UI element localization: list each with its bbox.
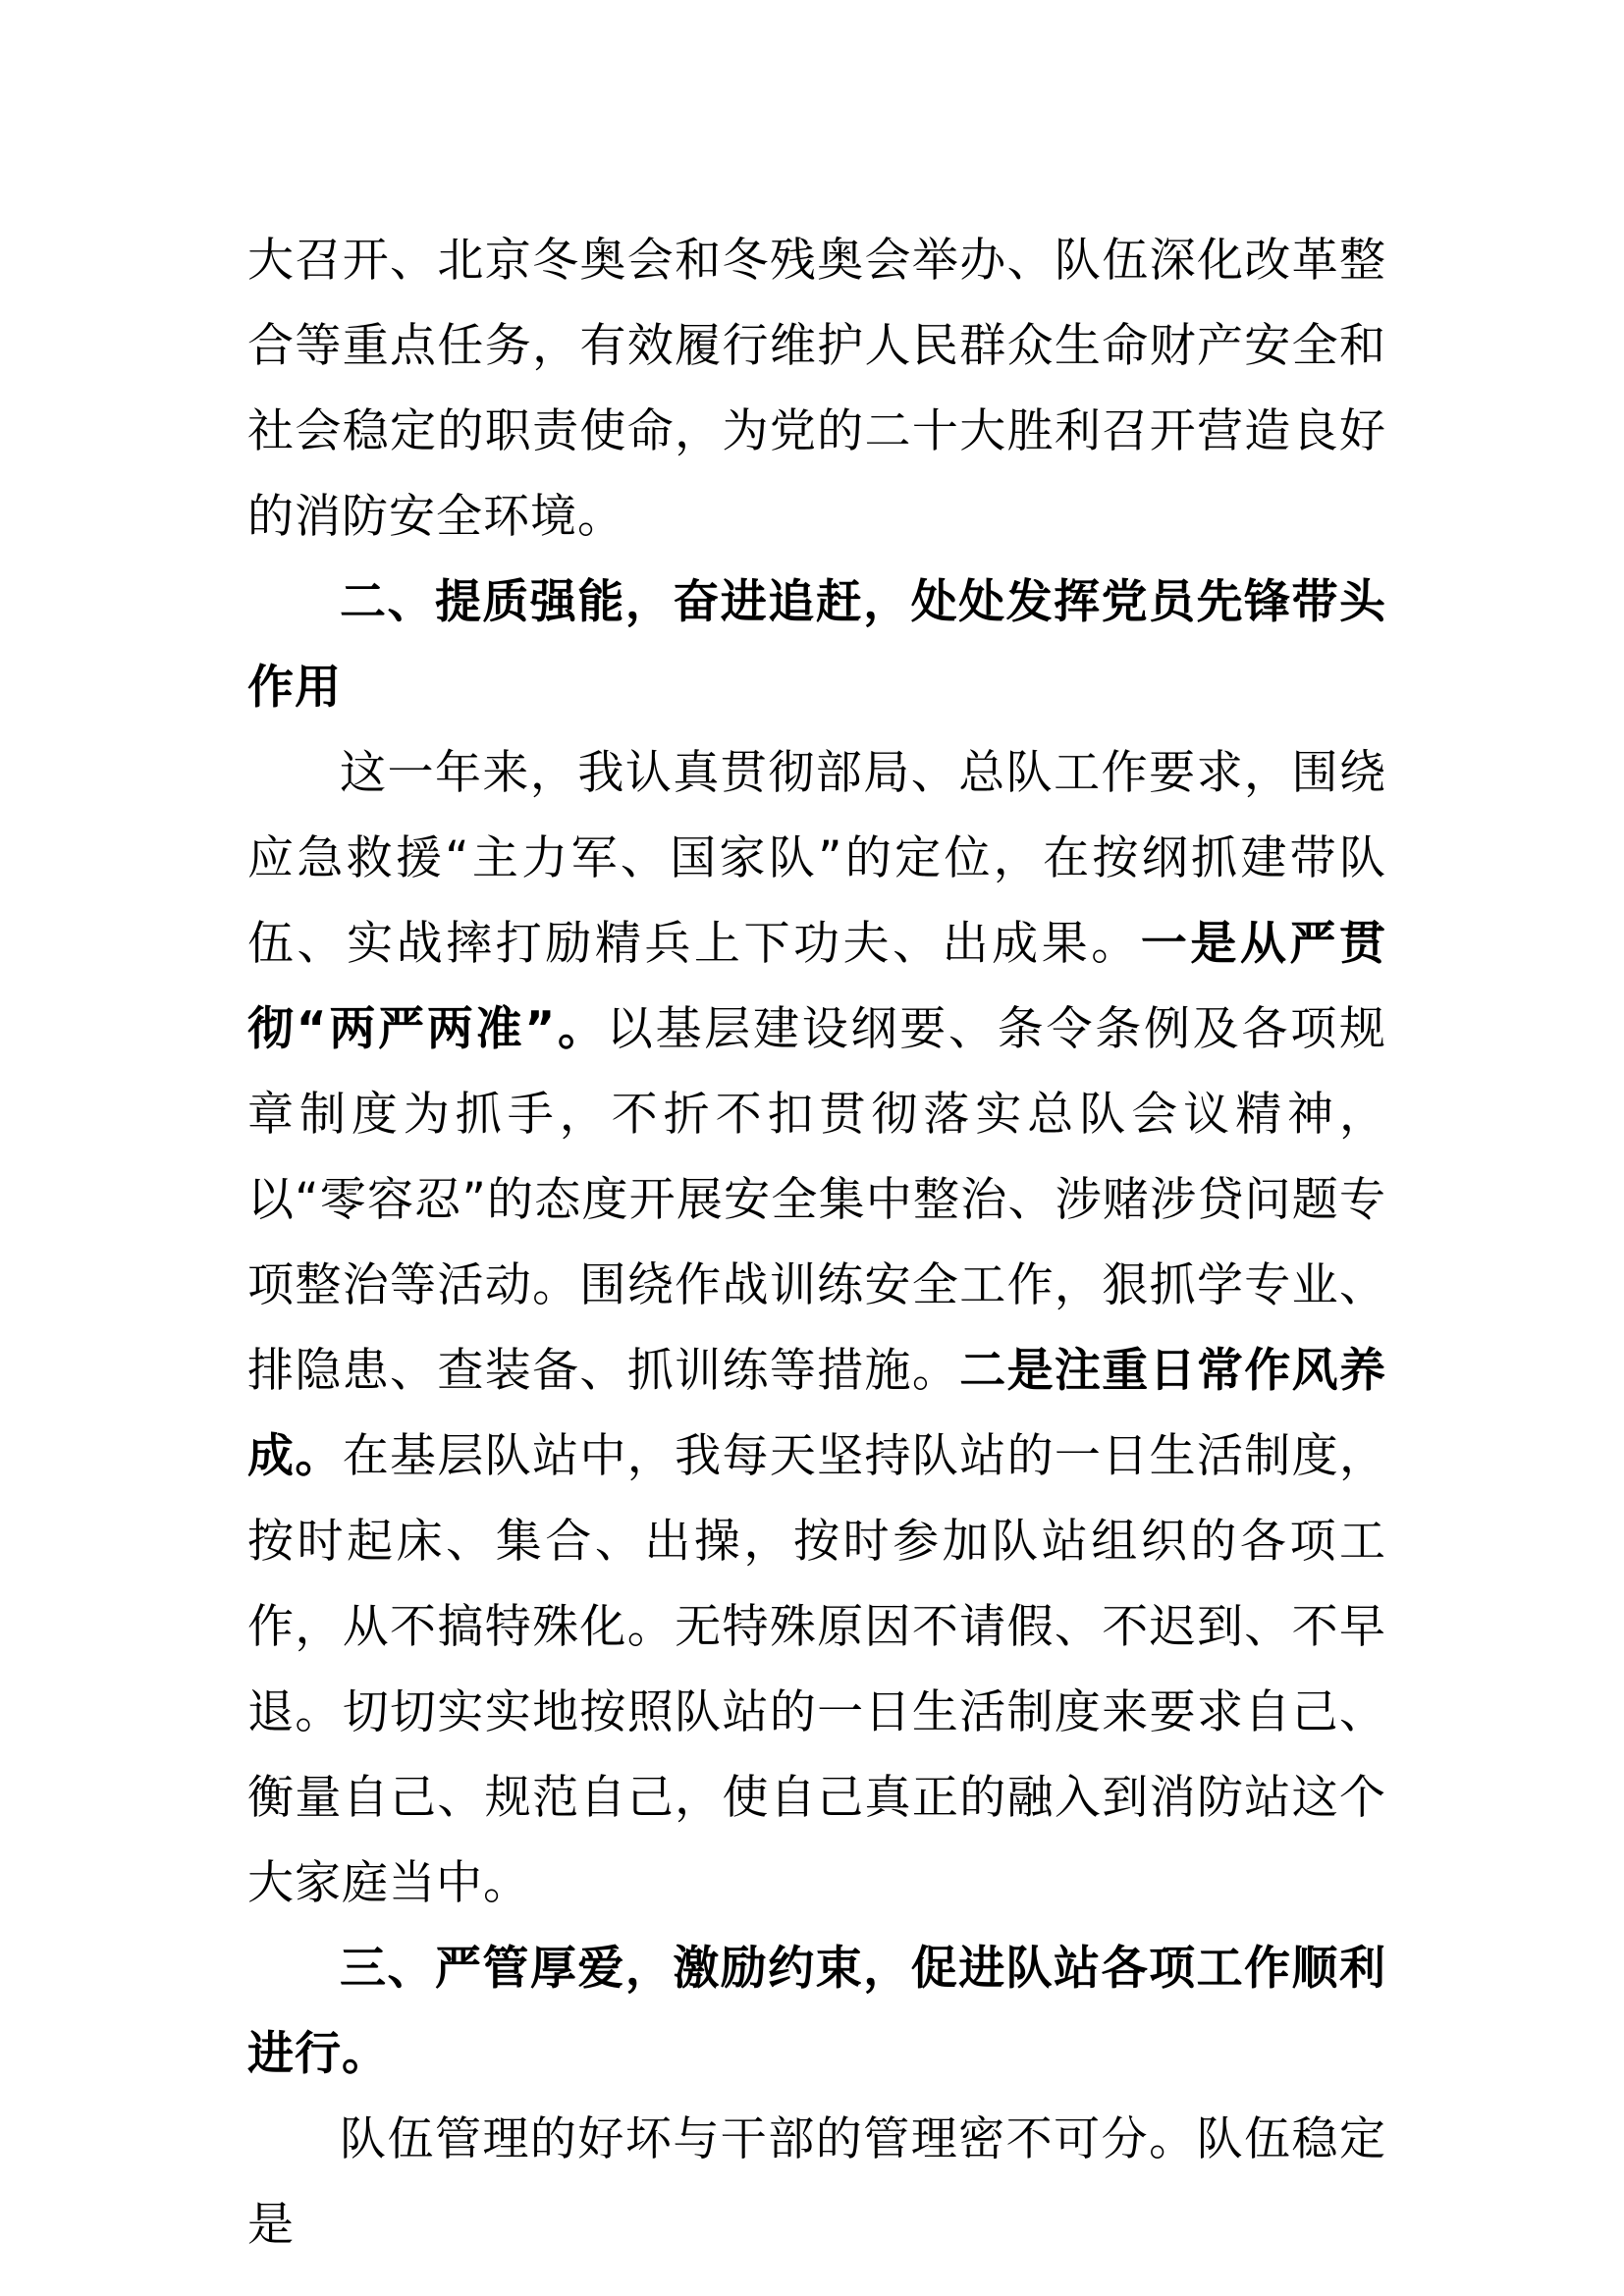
bold-point-2: 二是注重日常作风养成。 bbox=[247, 1344, 1387, 1483]
paragraph-section-2 bbox=[247, 730, 1386, 1926]
section-heading-2: 二、提质强能，奋进追赶，处处发挥党员先锋带头作用 bbox=[247, 575, 1386, 715]
paragraph-continuation: 大召开、北京冬奥会和冬残奥会举办、队伍深化改革整合等重点任务，有效履行维护人民群众生命财产安全和社会稳定的职责使命，为党的二十大胜利召开营造良好的消防安全环境。 bbox=[247, 234, 1386, 544]
paragraph-text: 这一年来，我认真贯彻部局、总队工作要求，围绕应急救援“主力军、国家队”的定位，在按纲抓建带队伍、实战摔打励精兵上下功夫、出成果。 bbox=[247, 746, 1386, 971]
section-heading-3: 三、严管厚爱，激励约束，促进队站各项工作顺利进行。 bbox=[247, 1942, 1386, 2081]
paragraph-text: 以基层建设纲要、条令条例及各项规章制度为抓手，不折不扣贯彻落实总队会议精神，以“零容忍”的态度开展安全集中整治、涉赌涉贷问题专项整治等活动。围绕作战训练安全工作，狠抓学专业、排隐患、查装备、抓训练等措施。 bbox=[247, 1002, 1387, 1398]
paragraph-text: 在基层队站中，我每天坚持队站的一日生活制度，按时起床、集合、出操，按时参加队站组织的各项工作，从不搞特殊化。无特殊原因不请假、不迟到、不早退。切切实实地按照队站的一日生活制度来要求自己、衡量自己、规范自己，使自己真正的融入到消防站这个大家庭当中。 bbox=[247, 1429, 1387, 1910]
paragraph-section-3: 队伍管理的好坏与干部的管理密不可分。队伍稳定是 bbox=[247, 2112, 1386, 2252]
document-page bbox=[247, 218, 1386, 2268]
bold-point-1: 一是从严贯彻“两严两准”。 bbox=[247, 917, 1387, 1056]
